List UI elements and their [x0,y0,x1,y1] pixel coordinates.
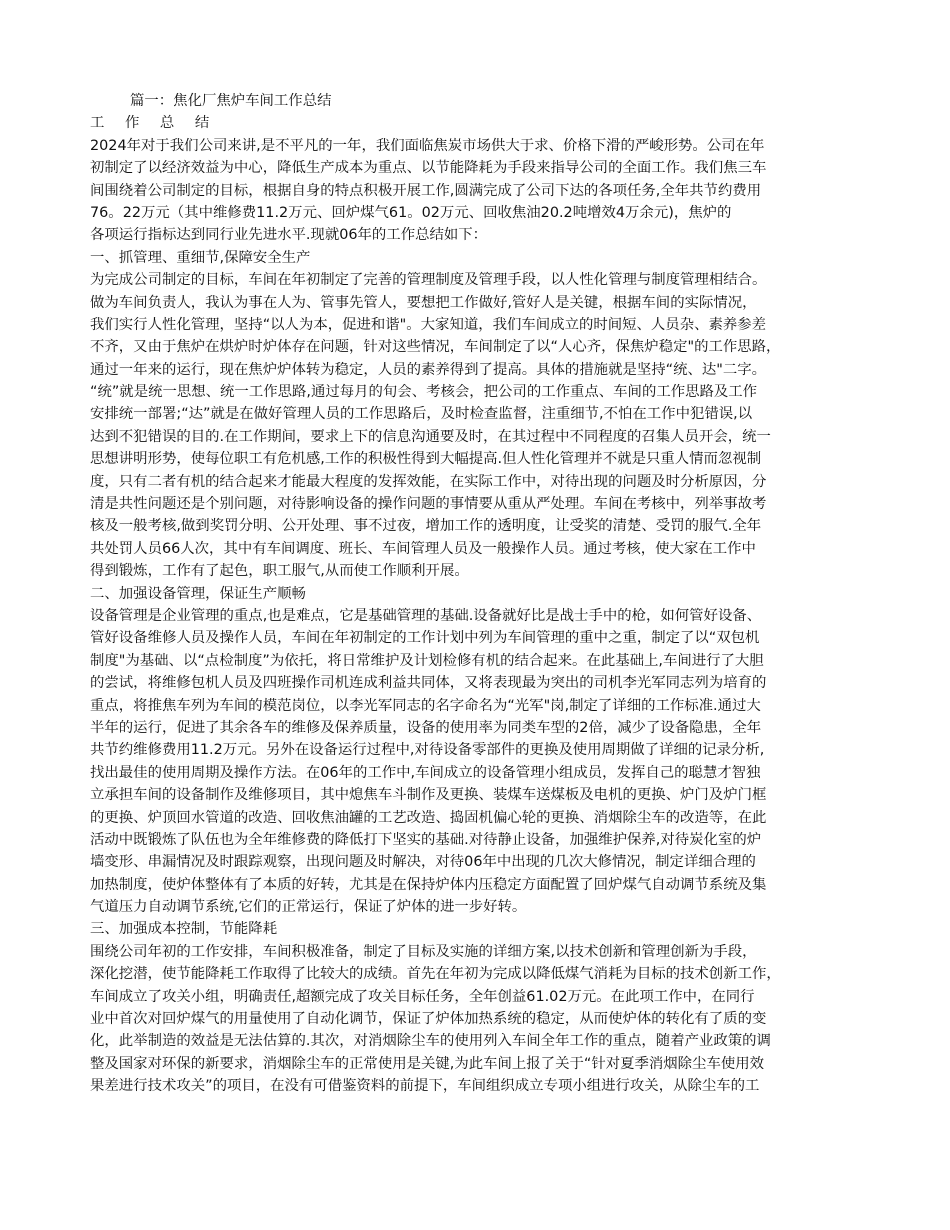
body-line: 2024年对于我们公司来讲,是不平凡的一年，我们面临焦炭市场供大于求、价格下滑的严峻形势。公司在年 [90,137,765,154]
document-heading: 工 作 总 结 [90,115,218,132]
body-line: 三、加强成本控制，节能降耗 [90,921,278,938]
body-line: 整及国家对环保的新要求，消烟除尘车的正常使用是关键,为此车间上报了关于“针对夏季消烟除尘车使用效 [90,1055,765,1072]
body-line: 半年的运行，促进了其余各车的维修及保养质量，设备的使用率为同类车型的2倍，减少了设备隐患，全年 [90,719,762,736]
document-page [90,90,870,1098]
body-line: 深化挖潜，使节能降耗工作取得了比较大的成绩。首先在年初为完成以降低煤气消耗为目标的技术创新工作， [90,966,781,983]
body-line: “统”就是统一思想、统一工作思路,通过每月的旬会、考核会，把公司的工作重点、车间的工作思路及工作 [90,384,758,401]
body-line: 做为车间负责人，我认为事在人为、管事先管人，要想把工作做好,管好人是关键，根据车间的实际情况， [90,294,757,311]
body-line: 的尝试，将维修包机人员及四班操作司机连成利益共同体，又将表现最为突出的司机李光军同志列为培育的 [90,675,767,692]
body-line: 度，只有二者有机的结合起来才能最大程度的发挥效能，在实际工作中，对待出现的问题及时分析原因，分 [90,473,767,490]
body-line: 立承担车间的设备制作及维修项目，其中熄焦车斗制作及更换、装煤车送煤板及电机的更换、炉门及炉门框 [90,787,767,804]
body-line: 业中首次对回炉煤气的用量使用了自动化调节，保证了炉体加热系统的稳定，从而使炉体的转化有了质的变 [90,1011,767,1028]
body-line: 设备管理是企业管理的重点,也是难点，它是基础管理的基础.设备就好比是战士手中的枪，如何管好设备、 [90,607,762,624]
body-line: 我们实行人性化管理，坚持“以人为本，促进和谐"。大家知道，我们车间成立的时间短、人员杂、素养参差 [90,316,767,333]
body-line: 各项运行指标达到同行业先进水平.现就06年的工作总结如下： [90,227,488,244]
body-line: 为完成公司制定的目标，车间在年初制定了完善的管理制度及管理手段，以人性化管理与制度管理相结合。 [90,272,767,289]
body-line: 通过一年来的运行，现在焦炉炉体转为稳定，人员的素养得到了提高。具体的措施就是坚持“统、达"二字。 [90,361,767,378]
body-line: 一、抓管理、重细节,保障安全生产 [90,249,311,266]
body-line: 果差进行技术攻关”的项目，在没有可借鉴资料的前提下，车间组织成立专项小组进行攻关，从除尘车的工 [90,1078,760,1095]
body-line: 核及一般考核,做到奖罚分明、公开处理、事不过夜，增加工作的透明度，让受奖的清楚、受罚的服气.全年 [90,518,762,535]
body-line: 思想讲明形势，使每位职工有危机感,工作的积极性得到大幅提高.但人性化管理并不就是只重人情而忽视制 [90,451,762,468]
body-line: 间围绕着公司制定的目标，根据自身的特点积极开展工作,圆满完成了公司下达的各项任务,全年共节约费用 [90,182,762,199]
body-line: 活动中既锻炼了队伍也为全年维修费的降低打下坚实的基础.对待静止设备，加强维护保养,对待炭化室的炉 [90,831,762,848]
body-line: 的更换、炉顶回水管道的改造、回收焦油罐的工艺改造、捣固机偏心轮的更换、消烟除尘车的改造等，在此 [90,809,767,826]
body-line: 找出最佳的使用周期及操作方法。在06年的工作中,车间成立的设备管理小组成员，发挥自己的聪慧才智独 [90,764,761,781]
body-line: 化，此举制造的效益是无法估算的.其次，对消烟除尘车的使用列入车间全年工作的重点，随着产业政策的调 [90,1033,771,1050]
body-line: 初制定了以经济效益为中心，降低生产成本为重点、以节能降耗为手段来指导公司的全面工作。我们焦三车 [90,160,767,177]
body-line: 车间成立了攻关小组，明确责任,超额完成了攻关目标任务，全年创益61.02万元。在此项工作中，在同行 [90,988,755,1005]
body-line: 76。22万元（其中维修费11.2万元、回炉煤气61。02万元、回收焦油20.2吨增效4万余元)，焦炉的 [90,204,732,221]
body-line: 不齐，又由于焦炉在烘炉时炉体存在问题，针对这些情况，车间制定了以“人心齐，保焦炉稳定"的工作思路， [90,339,781,356]
body-line: 加热制度，使炉体整体有了本质的好转，尤其是在保持炉体内压稳定方面配置了回炉煤气自动调节系统及集 [90,876,767,893]
body-line: 共处罚人员66人次，其中有车间调度、班长、车间管理人员及一般操作人员。通过考核，使大家在工作中 [90,540,756,557]
body-line: 达到不犯错误的目的.在工作期间，要求上下的信息沟通要及时，在其过程中不同程度的召集人员开会，统一 [90,428,771,445]
document-body [90,135,870,1098]
body-line: 二、加强设备管理，保证生产顺畅 [90,585,306,602]
body-line: 清是共性问题还是个别问题，对待影响设备的操作问题的事情要从重从严处理。车间在考核中，列举事故考 [90,496,767,513]
body-line: 得到锻炼，工作有了起色，职工服气,从而使工作顺利开展。 [90,563,469,580]
document-title: 篇一：焦化厂焦炉车间工作总结 [130,93,332,109]
body-line: 气道压力自动调节系统,它们的正常运行，保证了炉体的进一步好转。 [90,899,527,916]
body-line: 重点，将推焦车列为车间的模范岗位，以李光军同志的名字命名为“光军"岗,制定了详细的工作标准.通过大 [90,697,761,714]
body-line: 管好设备维修人员及操作人员，车间在年初制定的工作计划中列为车间管理的重中之重，制定了以“双包机 [90,630,760,647]
body-line: 制度"为基础、以“点检制度”为依托，将日常维护及计划检修有机的结合起来。在此基础上,车间进行了大胆 [90,652,764,669]
body-line: 安排统一部署;“达”就是在做好管理人员的工作思路后，及时检查监督，注重细节,不怕在工作中犯错误,以 [90,406,753,423]
body-line: 共节约维修费用11.2万元。另外在设备运行过程中,对待设备零部件的更换及使用周期做了详细的记录分析, [90,742,765,759]
body-line: 围绕公司年初的工作安排，车间积极准备，制定了目标及实施的详细方案,以技术创新和管理创新为手段， [90,943,757,960]
body-line: 墙变形、串漏情况及时跟踪观察，出现问题及时解决，对待06年中出现的几次大修情况，制定详细合理的 [90,854,756,871]
